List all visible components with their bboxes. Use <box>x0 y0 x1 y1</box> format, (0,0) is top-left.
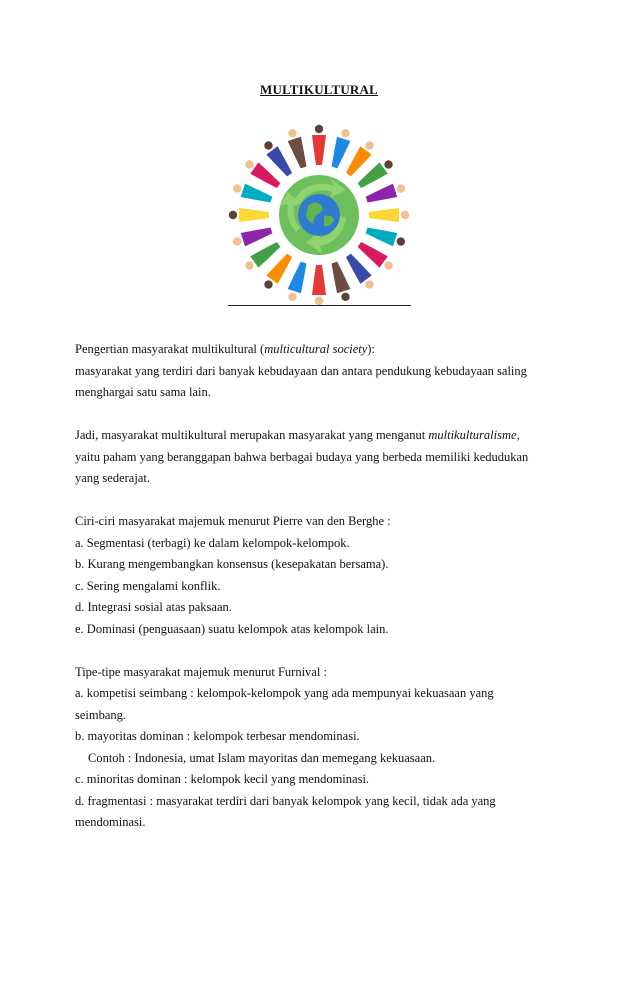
ciri-item: e. Dominasi (penguasaan) suatu kelompok atas kelompok lain. <box>75 621 389 636</box>
definition-section <box>75 339 575 834</box>
tipe-line: d. fragmentasi : masyarakat terdiri dari banyak kelompok yang kecil, tidak ada yang <box>75 793 496 808</box>
document-title: MULTIKULTURAL <box>260 82 378 97</box>
person-figure <box>312 265 326 305</box>
person-figure <box>312 125 326 165</box>
definition-heading-text: Pengertian masyarakat multikultural ( <box>75 342 265 356</box>
tipe-line: seimbang. <box>75 707 127 722</box>
jadi-line-text: Jadi, masyarakat multikultural merupakan masyarakat yang menganut <box>75 428 429 442</box>
tipe-line: b. mayoritas dominan : kelompok terbesar mendominasi. <box>75 729 360 743</box>
definition-heading-end: ): <box>367 342 375 356</box>
ciri-item: a. Segmentasi (terbagi) ke dalam kelompok-kelompok. <box>75 535 350 550</box>
jadi-line-end: , <box>516 428 520 442</box>
person-figure <box>229 208 269 222</box>
jadi-line: yaitu paham yang beranggapan bahwa berbagai budaya yang berbeda memiliki kedudukan <box>75 449 529 464</box>
person-figure <box>231 224 274 250</box>
tipe-line: a. kompetisi seimbang : kelompok-kelompok yang ada mempunyai kekuasaan yang <box>75 686 494 700</box>
person-figure <box>285 127 311 170</box>
definition-heading <box>75 339 575 361</box>
person-figure <box>328 260 354 303</box>
multicultural-emblem-icon <box>222 120 416 310</box>
person-figure <box>369 208 409 222</box>
person-figure <box>285 260 311 303</box>
definition-line: masyarakat yang terdiri dari banyak kebudayaan dan antara pendukung kebudayaan saling <box>75 363 527 378</box>
definition-heading-italic: multicultural society <box>264 342 368 356</box>
jadi-line <box>75 425 575 447</box>
definition-line: menghargai satu sama lain. <box>75 385 211 399</box>
person-figure <box>328 127 354 170</box>
tipe-heading: Tipe-tipe masyarakat majemuk menurut Furnival : <box>75 664 327 679</box>
tipe-line: mendominasi. <box>75 815 146 829</box>
ciri-item: d. Integrasi sosial atas paksaan. <box>75 600 232 614</box>
jadi-line: yang sederajat. <box>75 471 150 485</box>
person-figure <box>364 181 407 207</box>
ciri-item: c. Sering mengalami konflik. <box>75 578 221 593</box>
divider-line <box>228 305 411 306</box>
tipe-line: Contoh : Indonesia, umat Islam mayoritas dan memegang kekuasaan. <box>88 750 436 765</box>
tipe-line: c. minoritas dominan : kelompok kecil yang mendominasi. <box>75 772 370 786</box>
jadi-line-italic: multikulturalisme <box>428 428 517 442</box>
person-figure <box>231 181 274 207</box>
ciri-item: b. Kurang mengembangkan konsensus (kesepakatan bersama). <box>75 557 389 571</box>
ciri-heading: Ciri-ciri masyarakat majemuk menurut Pierre van den Berghe : <box>75 514 391 528</box>
person-figure <box>364 224 407 250</box>
